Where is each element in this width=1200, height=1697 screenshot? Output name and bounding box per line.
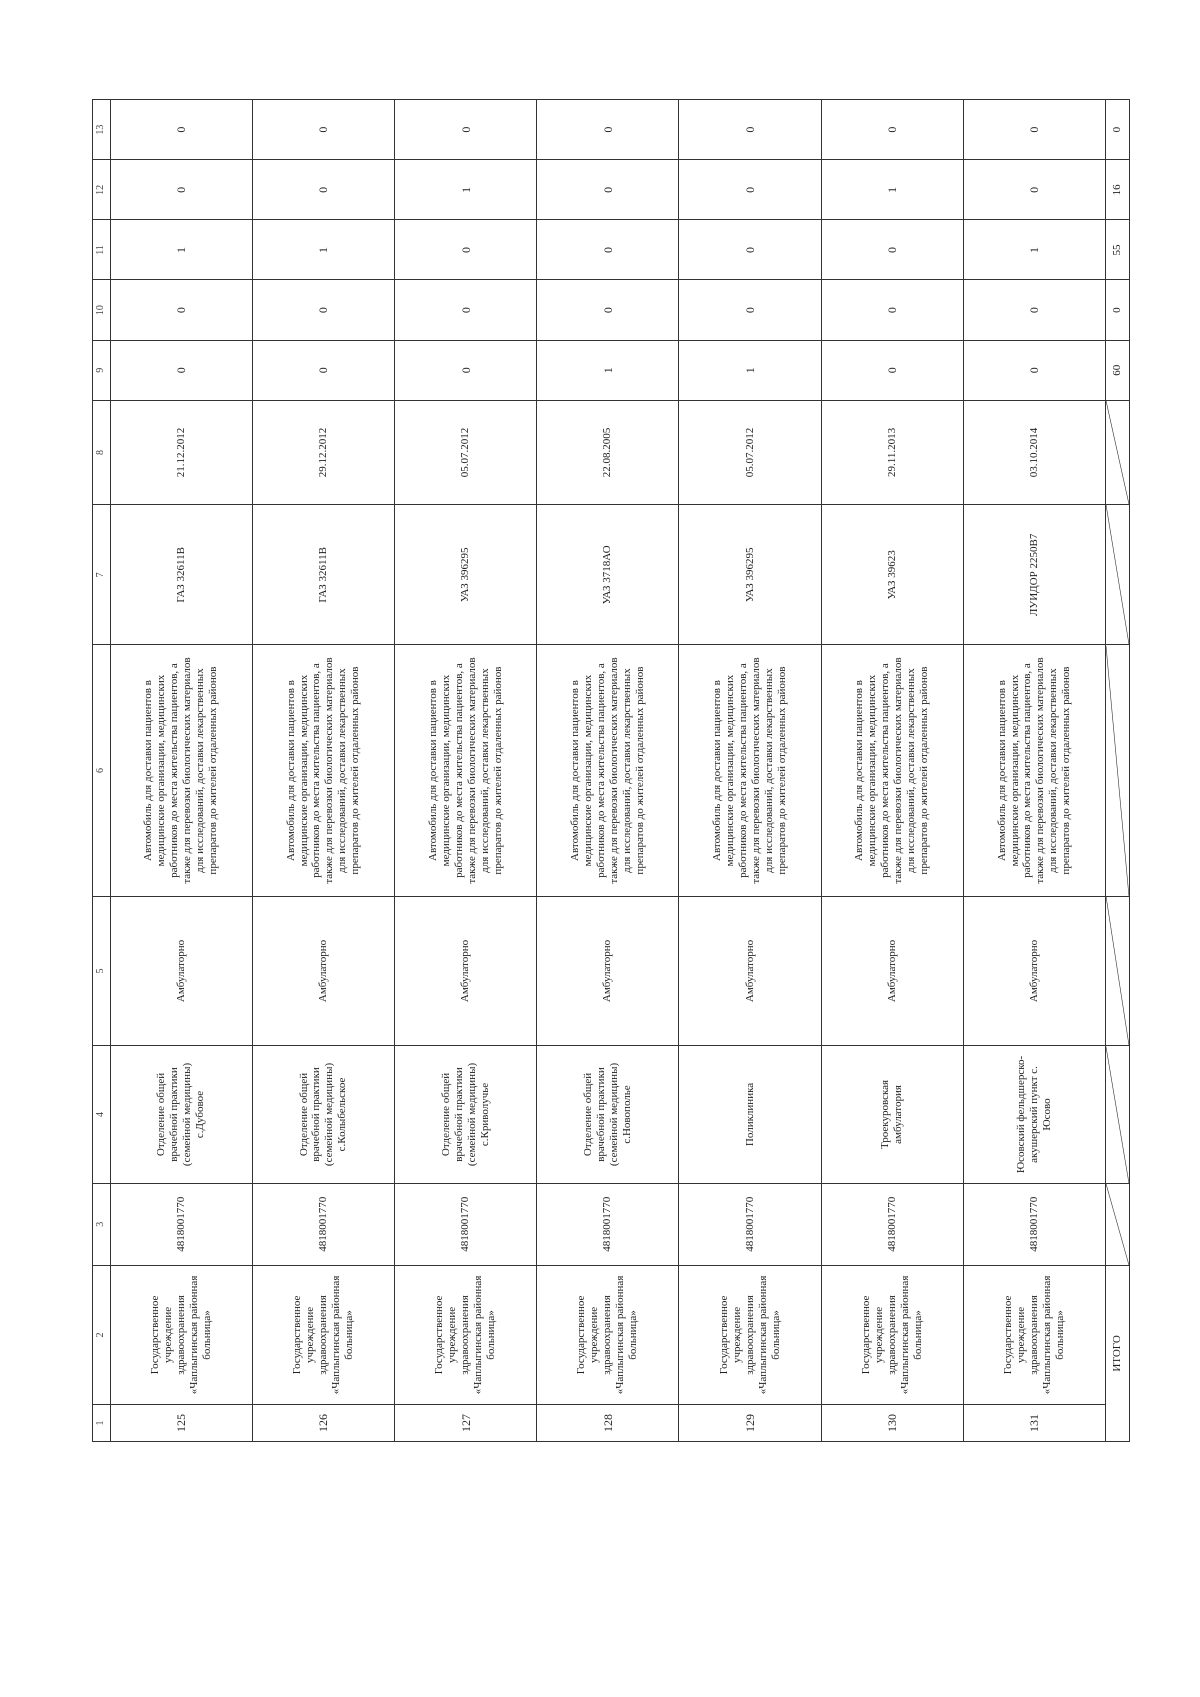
table-row	[679, 100, 821, 1442]
care-mode: Амбулаторно	[537, 896, 679, 1046]
table-row	[963, 100, 1105, 1442]
vehicle-model: ГАЗ 32611В	[252, 505, 394, 645]
col10-value: 0	[395, 280, 537, 340]
column-number: 13	[93, 100, 111, 160]
organization-name: Государственное учреждение здравоохранения «Чаплыгинская районная больница»	[963, 1265, 1105, 1404]
vehicle-purpose: Автомобиль для доставки пациентов в медицинские организации, медицинских работников до места жительства пациентов, а также для перевозки биологических материалов для исследований, доставки лекарственных препаратов до жителей отдаленных районов	[110, 645, 252, 896]
care-mode: Амбулаторно	[110, 896, 252, 1046]
rotated-table-wrapper	[92, 99, 1130, 1442]
inn-cell: 4818001770	[110, 1183, 252, 1265]
col9-value: 0	[252, 340, 394, 400]
department-name: Троекуровская амбулатория	[821, 1046, 963, 1183]
organization-name: Государственное учреждение здравоохранения «Чаплыгинская районная больница»	[252, 1265, 394, 1404]
registration-date: 21.12.2012	[110, 400, 252, 504]
department-name: Отделение общей врачебной практики (семейной медицины) с.Колыбельское	[252, 1046, 394, 1183]
total-c13: 0	[1106, 100, 1130, 160]
vehicles-table	[92, 99, 1130, 1442]
col13-value: 0	[252, 100, 394, 160]
col11-value: 1	[252, 220, 394, 280]
crossed-out-cell	[1106, 645, 1130, 896]
crossed-out-cell	[1106, 1046, 1130, 1183]
registration-date: 05.07.2012	[679, 400, 821, 504]
column-number: 4	[93, 1046, 111, 1183]
total-c9: 60	[1106, 340, 1130, 400]
total-c11: 55	[1106, 220, 1130, 280]
col13-value: 0	[963, 100, 1105, 160]
crossed-out-cell	[1106, 896, 1130, 1046]
registration-date: 05.07.2012	[395, 400, 537, 504]
department-name: Отделение общей врачебной практики (семейной медицины) с.Криволучье	[395, 1046, 537, 1183]
row-number: 129	[679, 1405, 821, 1442]
col9-value: 0	[821, 340, 963, 400]
col11-value: 0	[395, 220, 537, 280]
col9-value: 1	[537, 340, 679, 400]
col9-value: 0	[395, 340, 537, 400]
vehicle-model: УАЗ 3718АО	[537, 505, 679, 645]
col13-value: 0	[821, 100, 963, 160]
column-number: 1	[93, 1405, 111, 1442]
col11-value: 1	[110, 220, 252, 280]
organization-name: Государственное учреждение здравоохранения «Чаплыгинская районная больница»	[395, 1265, 537, 1404]
inn-cell: 4818001770	[679, 1183, 821, 1265]
table-body	[93, 100, 1130, 1442]
col12-value: 0	[963, 160, 1105, 220]
column-number: 11	[93, 220, 111, 280]
col13-value: 0	[110, 100, 252, 160]
row-number: 125	[110, 1405, 252, 1442]
column-number: 2	[93, 1265, 111, 1404]
care-mode: Амбулаторно	[395, 896, 537, 1046]
total-c10: 0	[1106, 280, 1130, 340]
table-row	[821, 100, 963, 1442]
vehicle-model: ЛУИДОР 2250В7	[963, 505, 1105, 645]
vehicle-model: УАЗ 396295	[395, 505, 537, 645]
department-name: Поликлиника	[679, 1046, 821, 1183]
col13-value: 0	[395, 100, 537, 160]
care-mode: Амбулаторно	[679, 896, 821, 1046]
col12-value: 1	[821, 160, 963, 220]
registration-date: 29.12.2012	[252, 400, 394, 504]
table-row	[395, 100, 537, 1442]
total-label: ИТОГО	[1106, 1265, 1130, 1441]
table-row	[537, 100, 679, 1442]
organization-name: Государственное учреждение здравоохранения «Чаплыгинская районная больница»	[537, 1265, 679, 1404]
col13-value: 0	[679, 100, 821, 160]
organization-name: Государственное учреждение здравоохранения «Чаплыгинская районная больница»	[821, 1265, 963, 1404]
total-c12: 16	[1106, 160, 1130, 220]
col11-value: 1	[963, 220, 1105, 280]
organization-name: Государственное учреждение здравоохранения «Чаплыгинская районная больница»	[110, 1265, 252, 1404]
inn-cell: 4818001770	[963, 1183, 1105, 1265]
col12-value: 0	[537, 160, 679, 220]
col12-value: 0	[679, 160, 821, 220]
col11-value: 0	[821, 220, 963, 280]
total-row	[1106, 100, 1130, 1442]
column-number: 5	[93, 896, 111, 1046]
inn-cell: 4818001770	[821, 1183, 963, 1265]
col9-value: 1	[679, 340, 821, 400]
registration-date: 22.08.2005	[537, 400, 679, 504]
col12-value: 0	[110, 160, 252, 220]
col9-value: 0	[110, 340, 252, 400]
department-name: Отделение общей врачебной практики (семейной медицины) с.Дубовое	[110, 1046, 252, 1183]
col10-value: 0	[110, 280, 252, 340]
table-row	[110, 100, 252, 1442]
department-name: Отделение общей врачебной практики (семейной медицины) с.Новополье	[537, 1046, 679, 1183]
vehicle-purpose: Автомобиль для доставки пациентов в медицинские организации, медицинских работников до места жительства пациентов, а также для перевозки биологических материалов для исследований, доставки лекарственных препаратов до жителей отдаленных районов	[821, 645, 963, 896]
col10-value: 0	[537, 280, 679, 340]
care-mode: Амбулаторно	[252, 896, 394, 1046]
crossed-out-cell	[1106, 505, 1130, 645]
inn-cell: 4818001770	[395, 1183, 537, 1265]
column-number: 8	[93, 400, 111, 504]
crossed-out-cell	[1106, 1183, 1130, 1265]
col13-value: 0	[537, 100, 679, 160]
column-number-row	[93, 100, 111, 1442]
vehicle-purpose: Автомобиль для доставки пациентов в медицинские организации, медицинских работников до места жительства пациентов, а также для перевозки биологических материалов для исследований, доставки лекарственных препаратов до жителей отдаленных районов	[679, 645, 821, 896]
organization-name: Государственное учреждение здравоохранения «Чаплыгинская районная больница»	[679, 1265, 821, 1404]
row-number: 131	[963, 1405, 1105, 1442]
col10-value: 0	[821, 280, 963, 340]
column-number: 3	[93, 1183, 111, 1265]
table-row	[252, 100, 394, 1442]
vehicle-model: УАЗ 396295	[679, 505, 821, 645]
col10-value: 0	[679, 280, 821, 340]
vehicle-purpose: Автомобиль для доставки пациентов в медицинские организации, медицинских работников до места жительства пациентов, а также для перевозки биологических материалов для исследований, доставки лекарственных препаратов до жителей отдаленных районов	[395, 645, 537, 896]
vehicle-model: УАЗ 39623	[821, 505, 963, 645]
registration-date: 29.11.2013	[821, 400, 963, 504]
col11-value: 0	[679, 220, 821, 280]
col12-value: 1	[395, 160, 537, 220]
col11-value: 0	[537, 220, 679, 280]
column-number: 12	[93, 160, 111, 220]
col10-value: 0	[963, 280, 1105, 340]
row-number: 126	[252, 1405, 394, 1442]
col9-value: 0	[963, 340, 1105, 400]
row-number: 130	[821, 1405, 963, 1442]
department-name: Юсовский фельдшерско-акушерский пункт с. Юсово	[963, 1046, 1105, 1183]
vehicle-purpose: Автомобиль для доставки пациентов в медицинские организации, медицинских работников до места жительства пациентов, а также для перевозки биологических материалов для исследований, доставки лекарственных препаратов до жителей отдаленных районов	[252, 645, 394, 896]
care-mode: Амбулаторно	[963, 896, 1105, 1046]
inn-cell: 4818001770	[537, 1183, 679, 1265]
column-number: 9	[93, 340, 111, 400]
vehicle-purpose: Автомобиль для доставки пациентов в медицинские организации, медицинских работников до места жительства пациентов, а также для перевозки биологических материалов для исследований, доставки лекарственных препаратов до жителей отдаленных районов	[963, 645, 1105, 896]
column-number: 10	[93, 280, 111, 340]
vehicle-model: ГАЗ 32611В	[110, 505, 252, 645]
vehicle-purpose: Автомобиль для доставки пациентов в медицинские организации, медицинских работников до места жительства пациентов, а также для перевозки биологических материалов для исследований, доставки лекарственных препаратов до жителей отдаленных районов	[537, 645, 679, 896]
crossed-out-cell	[1106, 400, 1130, 504]
column-number: 7	[93, 505, 111, 645]
column-number: 6	[93, 645, 111, 896]
registration-date: 03.10.2014	[963, 400, 1105, 504]
row-number: 128	[537, 1405, 679, 1442]
inn-cell: 4818001770	[252, 1183, 394, 1265]
row-number: 127	[395, 1405, 537, 1442]
col12-value: 0	[252, 160, 394, 220]
care-mode: Амбулаторно	[821, 896, 963, 1046]
col10-value: 0	[252, 280, 394, 340]
